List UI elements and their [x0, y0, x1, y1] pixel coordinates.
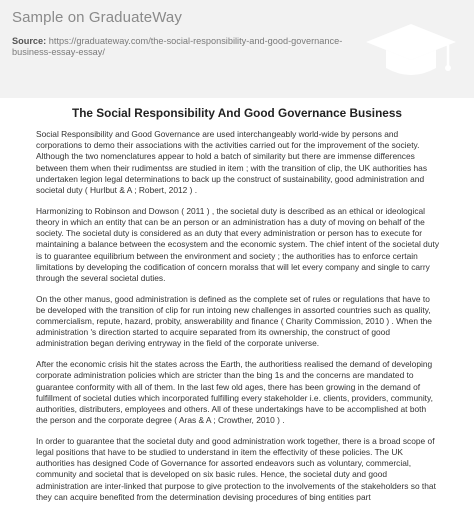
page-header: [0, 0, 474, 98]
paragraph-5: In order to guarantee that the societal duty and good administration work together, there is a broad scope of legal positions that have to be studied to understand in item the effectivity of these policies. The UK authorities has designed Code of Governance for assorted endeavors such as voluntary, commercial, community and societal that is developed on six basic rules. Hence, the societal duty and good administration are inter-linked that purpose to give protection to the involvements of the stakeholders so that they can acquire benefited from the determination devising procedures of bing entities part: [36, 435, 436, 502]
source-line: [12, 36, 362, 58]
graduation-cap-icon: [364, 20, 459, 82]
document-title: The Social Responsibility And Good Governance Business: [72, 106, 402, 120]
paragraph-4: After the economic crisis hit the states across the Earth, the authoritiess realised the demand of developing corporate administration policies which are stricter than the bing 1s and the concerns are mandated to guarantee conformity with all of them. In the last few old ages, there has been growing in the demand of fulfillment of societal duties which incorporated fulfilling every stakeholder i.e. clients, providers, community, authorities, distributers, employees and others. All of these undertakings have to be accomplished at both the person and the corporate degree ( Aras & A ; Crowther, 2010 ) .: [36, 359, 433, 426]
paragraph-3: On the other manus, good administration is defined as the complete set of rules or regulations that have to be developed with the transition of clip for run intoing new challenges in assorted countries such as quality, commercialism, repute, hazard, probity, answerability and finance ( Charity Commission, 2010 ) . When the administration 's direction started to acquire separated from its ownership, the construct of good administration began deriving entryway in the field of the corporate universe.: [36, 293, 432, 349]
document-body: [36, 129, 439, 513]
paragraph-2: Harmonizing to Robinson and Dowson ( 2011 ) , the societal duty is described as an ethical or ideological theory in which an entity that can be an person or an administration has a duty of moving on behalf of the society. The societal duty is considered as an duty that every administration or person has to execute for maintaining a balance between the ecosystem and the economic system. The chief intent of the societal duty is to guarantee equilibrium between the environment and society ; the authorities has to enforce certain limitations by developing the codification of concern moralss that will let every company and single to carry through the several societal duties.: [36, 205, 440, 283]
source-link[interactable]: https://graduateway.com/the-social-responsibility-and-good-governance-business-essay-essay/: [12, 36, 343, 57]
paragraph-1: Social Responsibility and Good Governance are used interchangeably world-wide by persons and corporations to demo their associations with the activities carried out for the improvement of the society. Although the two nomenclatures appear to hold a batch of similarity but there are immense differences between them when their rudimentss are studied in item ; with the transition of clip, the UK authorities has undertaken legion legal determinations to back up the construct of sustainability, good administration and societal duty ( Hurlbut & A ; Robert, 2012 ) .: [36, 129, 428, 196]
site-title: Sample on GraduateWay: [12, 9, 182, 26]
source-label: Source:: [12, 36, 47, 46]
